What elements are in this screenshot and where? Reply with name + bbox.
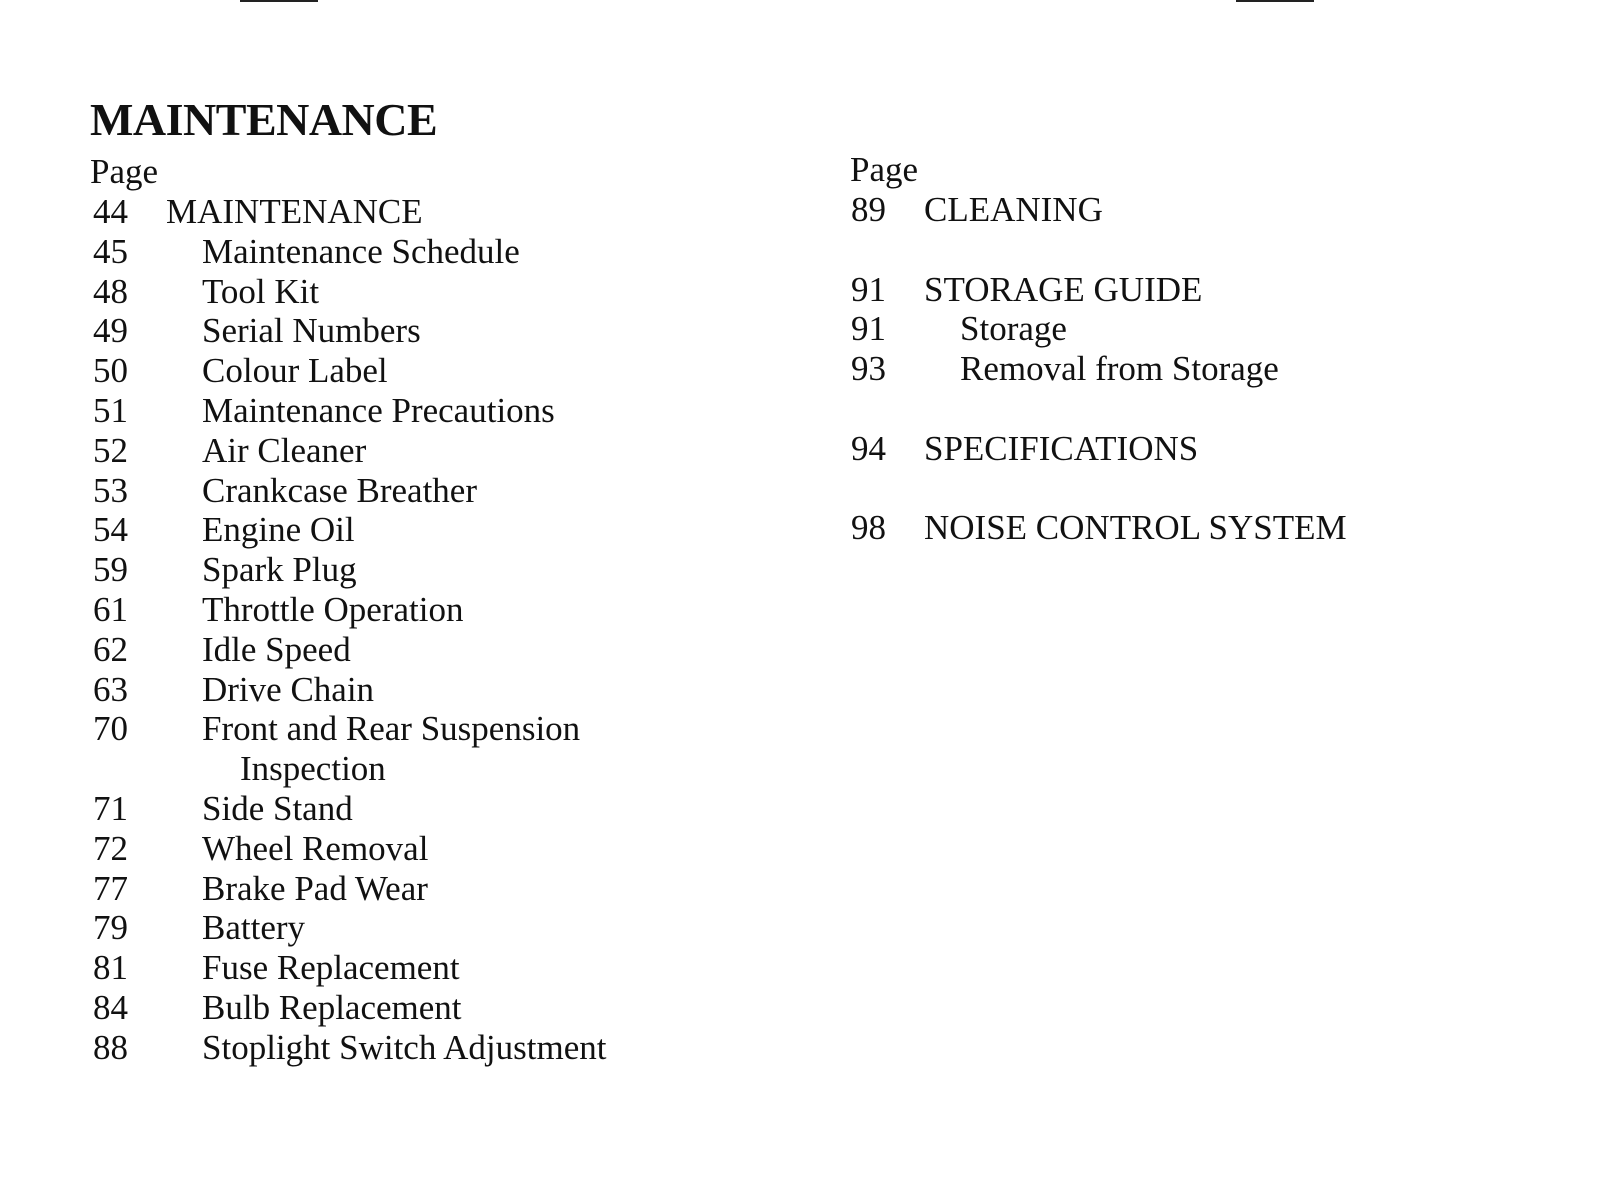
- toc-entry-label: STORAGE GUIDE: [924, 269, 1203, 309]
- toc-entry-label: Wheel Removal: [202, 828, 429, 868]
- toc-entry-label: Spark Plug: [202, 550, 357, 590]
- toc-page-number: 91: [851, 269, 886, 309]
- toc-page-number: 52: [93, 430, 128, 470]
- toc-entry: [90, 670, 606, 710]
- page-column-heading: Page: [90, 152, 159, 191]
- toc-entry-label: NOISE CONTROL SYSTEM: [924, 508, 1347, 548]
- toc-entry: [850, 309, 1347, 349]
- toc-entry: [90, 510, 606, 550]
- toc-entry: [90, 709, 606, 789]
- toc-entry: [90, 351, 606, 391]
- toc-entry-label-continuation: Inspection: [240, 749, 386, 789]
- toc-entry: [90, 590, 606, 630]
- toc-page-number: 45: [93, 231, 128, 271]
- toc-page-number: 94: [851, 428, 886, 468]
- toc-entry-label: Serial Numbers: [202, 311, 421, 351]
- section-title: MAINTENANCE: [90, 94, 438, 145]
- toc-entry: [90, 232, 606, 272]
- toc-page-number: 49: [93, 311, 128, 351]
- toc-entry: [90, 272, 606, 312]
- toc-entry-label: Air Cleaner: [202, 430, 367, 470]
- toc-entry: [90, 1028, 606, 1068]
- toc-left-column: [90, 152, 606, 1068]
- toc-entry-label: Front and Rear Suspension: [202, 709, 581, 749]
- toc-entry: [90, 391, 606, 431]
- toc-entry-label: Engine Oil: [202, 510, 355, 550]
- toc-entry-label: Brake Pad Wear: [202, 868, 428, 908]
- toc-entry: [90, 431, 606, 471]
- toc-page-number: 48: [93, 271, 128, 311]
- toc-entry: [90, 908, 606, 948]
- toc-page-number: 51: [93, 390, 128, 430]
- toc-entry: [90, 988, 606, 1028]
- toc-page-number: 84: [93, 987, 128, 1027]
- toc-page-number: 44: [93, 192, 128, 231]
- toc-entry-label: Battery: [202, 908, 306, 948]
- toc-entry: [90, 948, 606, 988]
- toc-entry: [850, 270, 1347, 310]
- toc-page-number: 93: [851, 349, 886, 389]
- toc-entry-label: Tool Kit: [202, 271, 320, 311]
- toc-entry-label: Stoplight Switch Adjustment: [202, 1027, 607, 1067]
- top-rule-left: [240, 0, 318, 2]
- toc-right-column: [850, 150, 1347, 548]
- toc-page-number: 98: [851, 508, 886, 548]
- toc-entry: [90, 192, 606, 232]
- toc-page-number: 70: [93, 709, 128, 749]
- toc-entry-label: Throttle Operation: [202, 589, 464, 629]
- toc-entry: [90, 550, 606, 590]
- toc-entry-label: Removal from Storage: [960, 349, 1279, 389]
- toc-entry: [90, 630, 606, 670]
- toc-entry-label: Maintenance Schedule: [202, 231, 520, 271]
- toc-page-number: 72: [93, 828, 128, 868]
- toc-entry: [850, 190, 1347, 230]
- toc-page-number: 62: [93, 629, 128, 669]
- toc-entry: [850, 429, 1347, 469]
- toc-entry: [850, 508, 1347, 548]
- toc-page-number: 77: [93, 868, 128, 908]
- toc-entry-label: Fuse Replacement: [202, 948, 460, 988]
- toc-entry: [850, 349, 1347, 389]
- toc-entry-label: Maintenance Precautions: [202, 390, 555, 430]
- toc-entry: [90, 829, 606, 869]
- top-rule-right: [1236, 0, 1314, 2]
- toc-entry-label: CLEANING: [924, 190, 1103, 229]
- toc-entry-label: Crankcase Breather: [202, 470, 477, 510]
- toc-page-number: 79: [93, 908, 128, 948]
- toc-entry-label: Side Stand: [202, 788, 353, 828]
- toc-page-number: 61: [93, 589, 128, 629]
- toc-page-number: 53: [93, 470, 128, 510]
- toc-entry-label: Idle Speed: [202, 629, 351, 669]
- toc-entry-label: SPECIFICATIONS: [924, 428, 1199, 468]
- toc-entry-label: Colour Label: [202, 351, 388, 391]
- toc-page-number: 54: [93, 510, 128, 550]
- toc-page-number: 71: [93, 788, 128, 828]
- toc-entry-label: Bulb Replacement: [202, 987, 462, 1027]
- toc-page-number: 88: [93, 1027, 128, 1067]
- toc-page-number: 89: [851, 190, 886, 229]
- page-column-heading: Page: [850, 150, 919, 189]
- toc-entry-label: MAINTENANCE: [166, 192, 423, 231]
- toc-entry: [90, 869, 606, 909]
- toc-page-number: 50: [93, 351, 128, 391]
- toc-entry-label: Storage: [960, 309, 1067, 349]
- toc-page-number: 59: [93, 550, 128, 590]
- toc-entry: [90, 471, 606, 511]
- toc-page-number: 63: [93, 669, 128, 709]
- toc-page-number: 81: [93, 948, 128, 988]
- toc-page-number: 91: [851, 309, 886, 349]
- toc-entry: [90, 311, 606, 351]
- toc-entry-label: Drive Chain: [202, 669, 375, 709]
- toc-entry: [90, 789, 606, 829]
